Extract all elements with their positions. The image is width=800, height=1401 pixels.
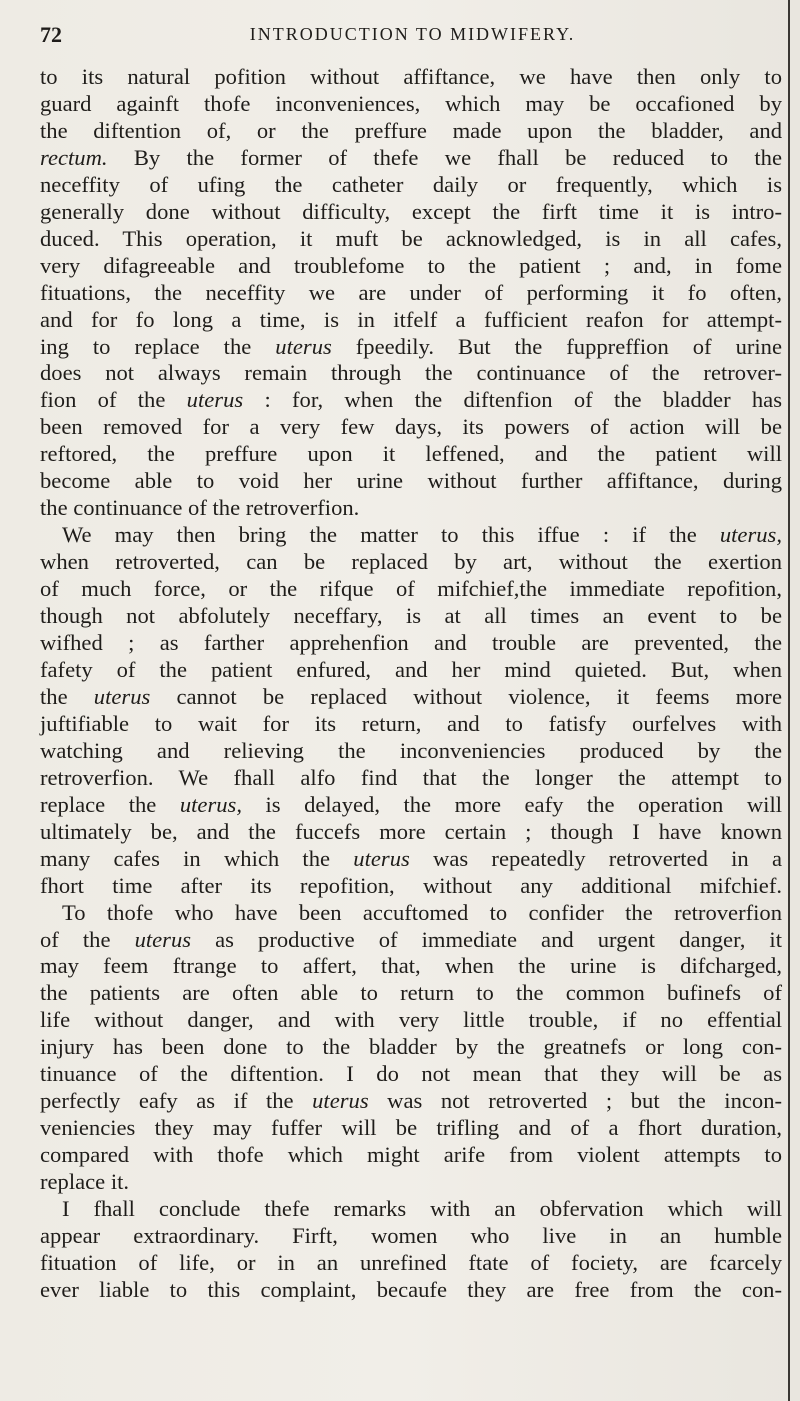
text-line <box>40 819 782 846</box>
italic-term: rectum. <box>40 144 108 170</box>
text-line <box>40 927 782 954</box>
text-line <box>40 1115 782 1142</box>
text-segment: duced. This operation, it muft be acknowledged, is in all cafes, <box>40 225 782 251</box>
text-line <box>40 1196 782 1223</box>
text-segment: To thofe who have been accuftomed to confider the retroverfion <box>62 899 782 925</box>
text-segment: may feem ftrange to affert, that, when the urine is difcharged, <box>40 953 782 979</box>
italic-term: uterus <box>353 845 410 871</box>
italic-term: uterus, <box>719 522 782 548</box>
text-segment: the continuance of the retroverfion. <box>40 495 360 521</box>
page-edge-shadow <box>788 0 790 1401</box>
text-line <box>40 657 782 684</box>
text-segment: compared with thofe which might arife from violent attempts to <box>40 1142 782 1168</box>
text-line <box>40 495 782 522</box>
text-segment: the <box>40 683 94 709</box>
text-line <box>40 226 782 253</box>
text-segment: fion of the <box>40 387 187 413</box>
text-segment: been removed for a very few days, its powers of action will be <box>40 414 782 440</box>
text-segment: fituations, the neceffity we are under of performing it fo often, <box>40 279 782 305</box>
text-segment: replace it. <box>40 1169 130 1195</box>
text-segment: fafety of the patient enfured, and her mind quieted. But, when <box>40 656 782 682</box>
text-segment: reftored, the preffure upon it leffened, and the patient will <box>40 441 782 467</box>
text-segment: to its natural pofition without affiftance, we have then only to <box>40 64 782 89</box>
text-line <box>40 441 782 468</box>
text-line <box>40 953 782 980</box>
text-segment: many cafes in which the <box>40 845 354 871</box>
text-line <box>40 792 782 819</box>
text-segment: ing to replace the <box>40 333 276 359</box>
text-line <box>40 846 782 873</box>
text-segment: injury has been done to the bladder by the greatnefs or long con- <box>40 1034 782 1060</box>
running-head: INTRODUCTION TO MIDWIFERY. <box>249 24 576 44</box>
text-segment: does not always remain through the continuance of the retrover- <box>40 360 782 386</box>
text-segment: was not retroverted ; but the incon- <box>368 1088 783 1114</box>
text-segment: : for, when the diftenfion of the bladder has <box>243 387 782 413</box>
text-segment: the diftention of, or the preffure made upon the bladder, and <box>40 117 782 143</box>
text-line <box>40 738 782 765</box>
text-line <box>40 1277 782 1304</box>
text-segment: tinuance of the diftention. I do not mean that they will be as <box>40 1061 782 1087</box>
text-line <box>40 522 782 549</box>
text-line <box>40 280 782 307</box>
text-segment: the patients are often able to return to the common bufinefs of <box>40 980 782 1006</box>
text-line <box>40 334 782 361</box>
text-line <box>40 873 782 900</box>
text-line <box>40 1034 782 1061</box>
italic-term: uterus <box>312 1088 369 1114</box>
text-line <box>40 414 782 441</box>
text-line <box>40 145 782 172</box>
text-segment: very difagreeable and troublefome to the patient ; and, in fome <box>40 252 782 278</box>
text-segment: as productive of immediate and urgent danger, it <box>191 926 782 952</box>
text-line <box>40 980 782 1007</box>
text-segment: was repeatedly retroverted in a <box>409 845 783 871</box>
italic-term: uterus <box>93 683 151 709</box>
text-segment: I fhall conclude thefe remarks with an obfervation which will <box>62 1196 782 1222</box>
text-segment: cannot be replaced without violence, it feems more <box>150 683 782 709</box>
text-segment: is delayed, the more eafy the operation will <box>241 791 782 817</box>
text-segment: of much force, or the rifque of mifchief,the immediate repofition, <box>40 576 782 602</box>
italic-term: uterus <box>186 387 244 413</box>
page-number: 72 <box>40 22 62 47</box>
text-segment: life without danger, and with very little trouble, if no effential <box>40 1007 782 1033</box>
text-segment: We may then bring the matter to this iffue : if the <box>62 522 720 548</box>
text-line <box>40 684 782 711</box>
text-segment: though not abfolutely neceffary, is at all times an event to be <box>40 603 782 629</box>
text-line <box>40 172 782 199</box>
page-header <box>40 22 785 56</box>
text-segment: replace the <box>40 791 180 817</box>
text-segment: neceffity of ufing the catheter daily or frequently, which is <box>40 171 782 197</box>
text-segment: watching and relieving the inconveniencies produced by the <box>40 737 782 763</box>
text-line <box>40 387 782 414</box>
text-segment: guard againft thofe inconveniences, which may be occafioned by <box>40 90 782 116</box>
text-segment: of the <box>40 926 135 952</box>
text-segment: perfectly eafy as if the <box>40 1088 313 1114</box>
text-line <box>40 1142 782 1169</box>
text-line <box>40 549 782 576</box>
text-segment: retroverfion. We fhall alfo find that the longer the attempt to <box>40 764 782 790</box>
text-segment: wifhed ; as farther apprehenfion and trouble are prevented, the <box>40 630 782 656</box>
text-line <box>40 603 782 630</box>
body-text <box>40 64 782 1304</box>
text-line <box>40 1088 782 1115</box>
text-line <box>40 468 782 495</box>
text-line <box>40 765 782 792</box>
text-line <box>40 1061 782 1088</box>
text-line <box>40 253 782 280</box>
text-line <box>40 307 782 334</box>
text-segment: By the former of thefe we fhall be reduced to the <box>107 144 782 170</box>
text-segment: become able to void her urine without further affiftance, during <box>40 468 782 494</box>
text-line <box>40 711 782 738</box>
text-segment: juftifiable to wait for its return, and to fatisfy ourfelves with <box>40 710 782 736</box>
text-line <box>40 1169 782 1196</box>
text-segment: generally done without difficulty, except the firft time it is intro- <box>40 198 782 224</box>
text-segment: fituation of life, or in an unrefined ftate of fociety, are fcarcely <box>40 1249 782 1275</box>
text-line <box>40 1223 782 1250</box>
text-line <box>40 1250 782 1277</box>
text-line <box>40 64 782 91</box>
text-segment: ever liable to this complaint, becaufe they are free from the con- <box>40 1276 782 1302</box>
text-line <box>40 118 782 145</box>
text-line <box>40 1007 782 1034</box>
italic-term: uterus <box>134 926 192 952</box>
text-segment: appear extraordinary. Firft, women who live in an humble <box>40 1222 782 1248</box>
text-segment: and for fo long a time, is in itfelf a fufficient reafon for attempt- <box>40 306 782 332</box>
text-line <box>40 199 782 226</box>
text-segment: veniencies they may fuffer will be trifling and of a fhort duration, <box>40 1115 782 1141</box>
italic-term: uterus, <box>179 791 242 817</box>
text-line <box>40 576 782 603</box>
text-line <box>40 360 782 387</box>
text-line <box>40 900 782 927</box>
text-segment: fhort time after its repofition, without any additional mifchief. <box>40 872 782 898</box>
text-segment: ultimately be, and the fuccefs more certain ; though I have known <box>40 818 782 844</box>
text-line <box>40 630 782 657</box>
italic-term: uterus <box>275 333 332 359</box>
text-segment: when retroverted, can be replaced by art, without the exertion <box>40 549 782 575</box>
text-segment: fpeedily. But the fuppreffion of urine <box>331 333 782 359</box>
text-line <box>40 91 782 118</box>
